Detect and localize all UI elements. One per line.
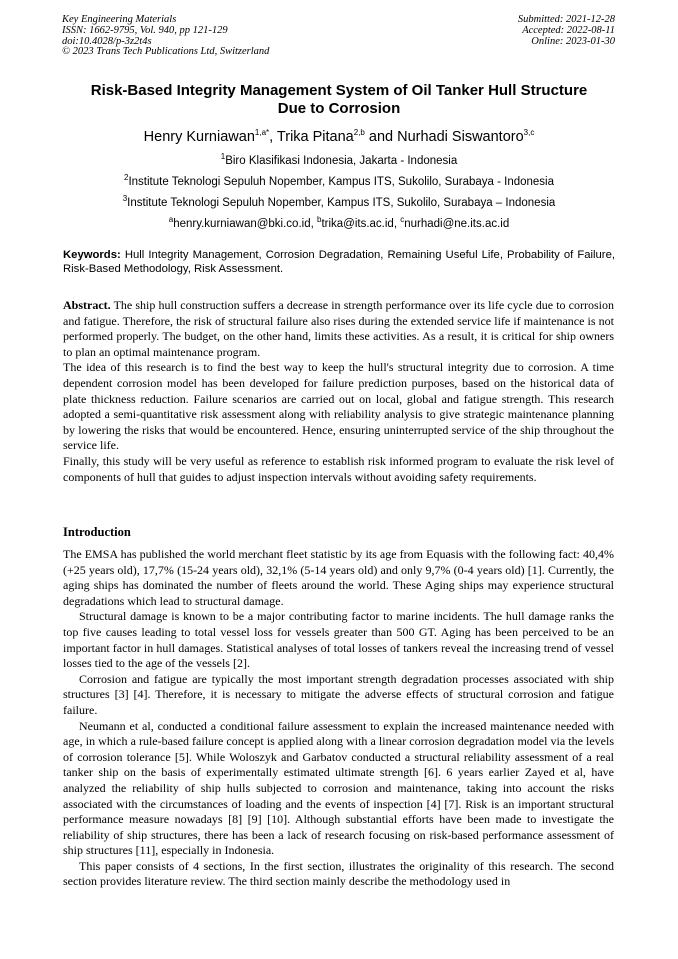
author-list: Henry Kurniawan$^{1,a*}$, Trika Pitana$^{2,b}$ and Nurhadi Siswantoro$^{3,c}$ <box>143 128 535 145</box>
intro-paragraph: Structural damage is known to be a major contributing factor to marine incidents. The hull damage ranks the top five causes leading to total vessel loss for vessels greater than 500 GT. Aging has been perceived to be an important factor in hull damages. Statistical analyses of total losses of tankers reveal the increasing trend of vessel losses tied to the age of the vessels [2]. <box>63 609 614 671</box>
abstract-paragraph: The idea of this research is to find the best way to keep the hull's structural integrity due to corrosion. A time dependent corrosion model has been developed for failure prediction purposes, based on the historical data of plate thickness reduction. Failure scenarios are carried out on local, global and fatigue strength. This research adopted a semi-quantitative risk assessment along with reliability analysis to give strategic maintenance planning by lowering the risks that would be encountered. Hence, ensuring uninterrupted service of the ship throughout the service life. <box>63 360 614 453</box>
keywords-block <box>63 249 615 276</box>
abstract-block <box>63 298 614 485</box>
copyright-line: © 2023 Trans Tech Publications Ltd, Switzerland <box>62 46 270 58</box>
author-name: Nurhadi Siswantoro <box>397 128 524 145</box>
author-sup: 1,a* <box>254 128 270 137</box>
paper-title: Risk-Based Integrity Management System of Oil Tanker Hull Structure Due to Corrosion <box>90 82 588 117</box>
introduction-body <box>63 547 614 890</box>
keywords-text: Hull Integrity Management, Corrosion Degradation, Remaining Useful Life, Probability of Failure, Risk-Based Methodology, Risk Assessment. <box>63 249 615 275</box>
author-name: Henry Kurniawan <box>143 128 255 145</box>
abstract-paragraph: Finally, this study will be very useful as reference to establish risk informed program to evaluate the risk level of components of hull that guides to adjust inspection intervals without avoiding safety requirements. <box>63 453 614 484</box>
intro-paragraph: The EMSA has published the world merchant fleet statistic by its age from Equasis with the following fact: 40,4% (+25 years old), 17,7% (15-24 years old), 32,1% (5-14 years old) and only 9,7% (0-4 years old) [1]. Currently, the aging ships has dominated the number of fleets around the world. These Aging ships may experience structural degradations which lead to structural damage. <box>63 547 614 608</box>
intro-paragraph: Neumann et al, conducted a conditional failure assessment to explain the increased maintenance needed with age, in which a rule-based failure concept is applied along with a linear corrosion degradation model via the levels of corrosion tolerance [5]. While Woloszyk and Garbatov conducted a structural reliability assessment of a real tanker ship on the basis of experimentally estimated ultimate strength [6]. 6 years earlier Zayed et al, have analyzed the reliability of ship hulls subjected to corrosion and maintenance, taking into account the risks associated with the circumstances of loading and the events of inspection [4] [7]. Risk is an important structural performance measure nowadays [8] [9] [10]. Although substantial efforts have been made to investigate the reliability of ship structures, there has been a lack of research focusing on risk-based performance assessment of ship structures [11], especially in Indonesia. <box>63 718 614 858</box>
author-name: Trika Pitana <box>276 128 354 145</box>
keywords-label: Keywords: <box>63 249 121 261</box>
issn-line: ISSN: 1662-9795, Vol. 940, pp 121-129 <box>62 24 228 36</box>
author-sup: 2,b <box>353 128 365 137</box>
email-link[interactable]: trika@its.ac.id, <box>321 217 401 230</box>
journal-name: Key Engineering Materials <box>62 14 177 25</box>
section-heading: Introduction <box>63 525 131 539</box>
journal-header <box>62 15 269 58</box>
abstract-label: Abstract. <box>63 298 111 312</box>
accepted-date: Accepted: 2022-08-11 <box>522 24 615 36</box>
affiliation-1: $^1$Biro Klasifikasi Indonesia, Jakarta - Indonesia <box>220 152 458 167</box>
email-link[interactable]: nurhadi@ne.its.ac.id <box>404 217 510 230</box>
author-sup: 3,c <box>523 128 535 137</box>
doi-line[interactable]: doi:10.4028/p-3z2t4s <box>62 35 152 47</box>
affiliation-2: $^2$Institute Teknologi Sepuluh Nopember, Kampus ITS, Sukolilo, Surabaya - Indonesia <box>124 173 554 188</box>
submitted-date: Submitted: 2021-12-28 <box>517 14 615 25</box>
intro-paragraph: Corrosion and fatigue are typically the most important strength degradation processes associated with ship structures [3] [4]. Therefore, it is necessary to mitigate the adverse effects of structural corrosion and fatigue failure. <box>63 671 614 717</box>
email-line: $^a$henry.kurniawan@bki.co.id, $^b$trika@its.ac.id, $^c$nurhadi@ne.its.ac.id <box>168 215 510 230</box>
online-date: Online: 2023-01-30 <box>531 35 615 47</box>
dates-header <box>518 15 615 47</box>
abstract-paragraph: Abstract. The ship hull construction suffers a decrease in strength performance over its life cycle due to corrosion and fatigue. Therefore, the risk of structural failure also rises during the extended service life if maintenance is not performed properly. The budget, on the other hand, limits these activities. As a result, it is critical for ship owners to plan an optimal maintenance program. <box>63 298 614 359</box>
email-link[interactable]: henry.kurniawan@bki.co.id, <box>173 217 317 230</box>
intro-paragraph: This paper consists of 4 sections, In the first section, illustrates the originality of this research. The second section provides literature review. The third section mainly describe the methodology used in <box>63 858 614 889</box>
affiliation-3: $^3$Institute Teknologi Sepuluh Nopember, Kampus ITS, Sukolilo, Surabaya – Indonesia <box>122 194 556 209</box>
